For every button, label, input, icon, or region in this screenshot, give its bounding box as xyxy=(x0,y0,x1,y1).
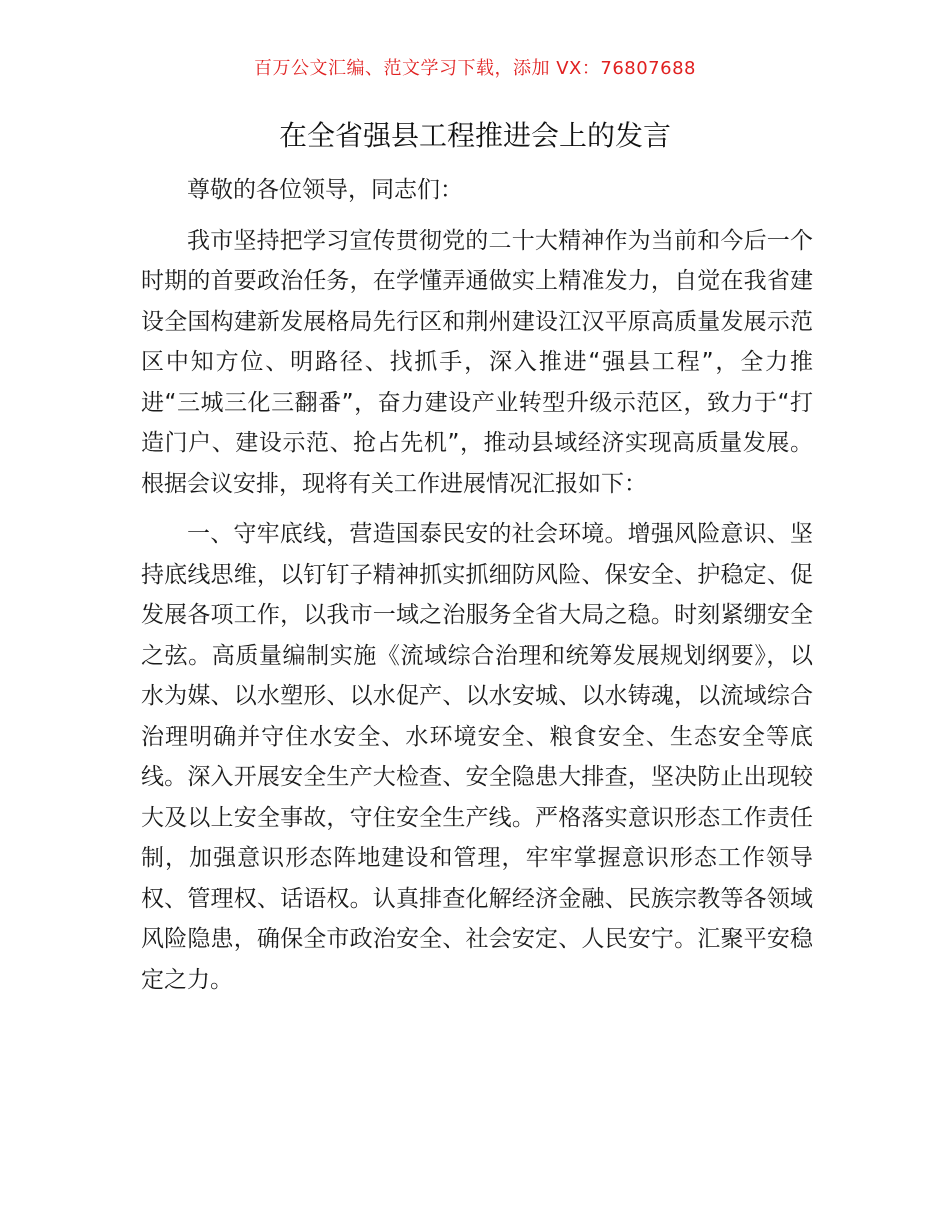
salutation: 尊敬的各位领导，同志们： xyxy=(187,177,463,203)
document-body xyxy=(141,170,813,1000)
header-banner: 百万公文汇编、范文学习下载，添加 VX：76807688 xyxy=(254,58,696,79)
paragraph-intro: 我市坚持把学习宣传贯彻党的二十大精神作为当前和今后一个时期的首要政治任务，在学懂弄通做实上精准发力，自觉在我省建设全国构建新发展格局先行区和荆州建设江汉平原高质量发展示范区中知方位、明路径、找抓手，深入推进“强县工程”，全力推进“三城三化三翻番”，奋力建设产业转型升级示范区，致力于“打造门户、建设示范、抢占先机”，推动县域经济实现高质量发展。根据会议安排，现将有关工作进展情况汇报如下： xyxy=(141,227,813,497)
page-title: 在全省强县工程推进会上的发言 xyxy=(278,119,671,152)
paragraph-section-one: 一、守牢底线，营造国泰民安的社会环境。增强风险意识、坚持底线思维，以钉钉子精神抓实抓细防风险、保安全、护稳定、促发展各项工作，以我市一域之治服务全省大局之稳。时刻紧绷安全之弦。高质量编制实施《流域综合治理和统筹发展规划纲要》，以水为媒、以水塑形、以水促产、以水安城、以水铸魂，以流域综合治理明确并守住水安全、水环境安全、粮食安全、生态安全等底线。深入开展安全生产大检查、安全隐患大排查，坚决防止出现较大及以上安全事故，守住安全生产线。严格落实意识形态工作责任制，加强意识形态阵地建设和管理，牢牢掌握意识形态工作领导权、管理权、话语权。认真排查化解经济金融、民族宗教等各领域风险隐患，确保全市政治安全、社会安定、人民安宁。汇聚平安稳定之力。 xyxy=(141,521,813,993)
